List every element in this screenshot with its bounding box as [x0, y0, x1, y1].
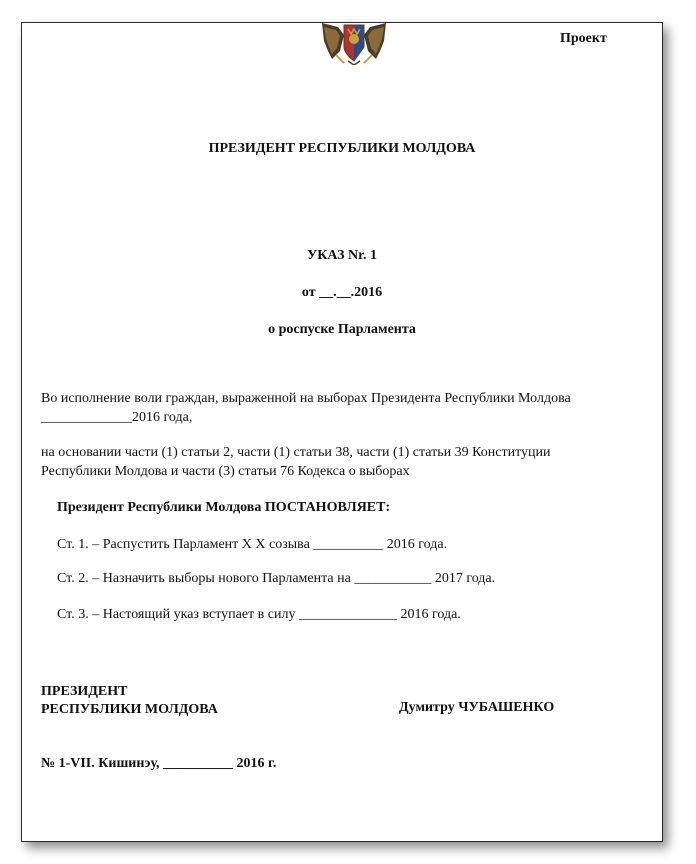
preamble-line-2: _____________2016 года, — [41, 410, 193, 425]
decree-title: УКАЗ Nr. 1 — [306, 248, 378, 263]
preamble-line-1: Во исполнение воли граждан, выраженной на выборах Президента Республики Молдова — [41, 391, 571, 406]
decree-subject: о роспуске Парламента — [268, 322, 416, 337]
project-label: Проект — [560, 31, 607, 46]
basis-line-1: на основании части (1) статьи 2, части (1) статьи 38, части (1) статьи 39 Конституции — [41, 445, 551, 460]
signature-title-line-2: РЕСПУБЛИКИ МОЛДОВА — [41, 702, 218, 717]
article-2: Ст. 2. – Назначить выборы нового Парламента на ___________ 2017 года. — [57, 571, 496, 586]
article-3: Ст. 3. – Настоящий указ вступает в силу ______________ 2016 года. — [57, 607, 461, 622]
signature-title-line-1: ПРЕЗИДЕНТ — [41, 684, 128, 699]
header-title: ПРЕЗИДЕНТ РЕСПУБЛИКИ МОЛДОВА — [208, 141, 476, 156]
footer-decree-number: № 1-VII. Кишинэу, __________ 2016 г. — [41, 756, 277, 771]
basis-line-2: Республики Молдова и части (3) статьи 76 Кодекса о выборах — [41, 464, 410, 479]
document-page — [21, 22, 663, 842]
moldova-coat-of-arms-emblem — [318, 21, 390, 65]
signature-name: Думитру ЧУБАШЕНКО — [399, 700, 555, 715]
decree-date: от __.__.2016 — [301, 285, 383, 300]
article-1: Ст. 1. – Распустить Парламент X X созыва __________ 2016 года. — [57, 537, 448, 552]
decrees-heading: Президент Республики Молдова ПОСТАНОВЛЯЕТ: — [57, 500, 391, 515]
